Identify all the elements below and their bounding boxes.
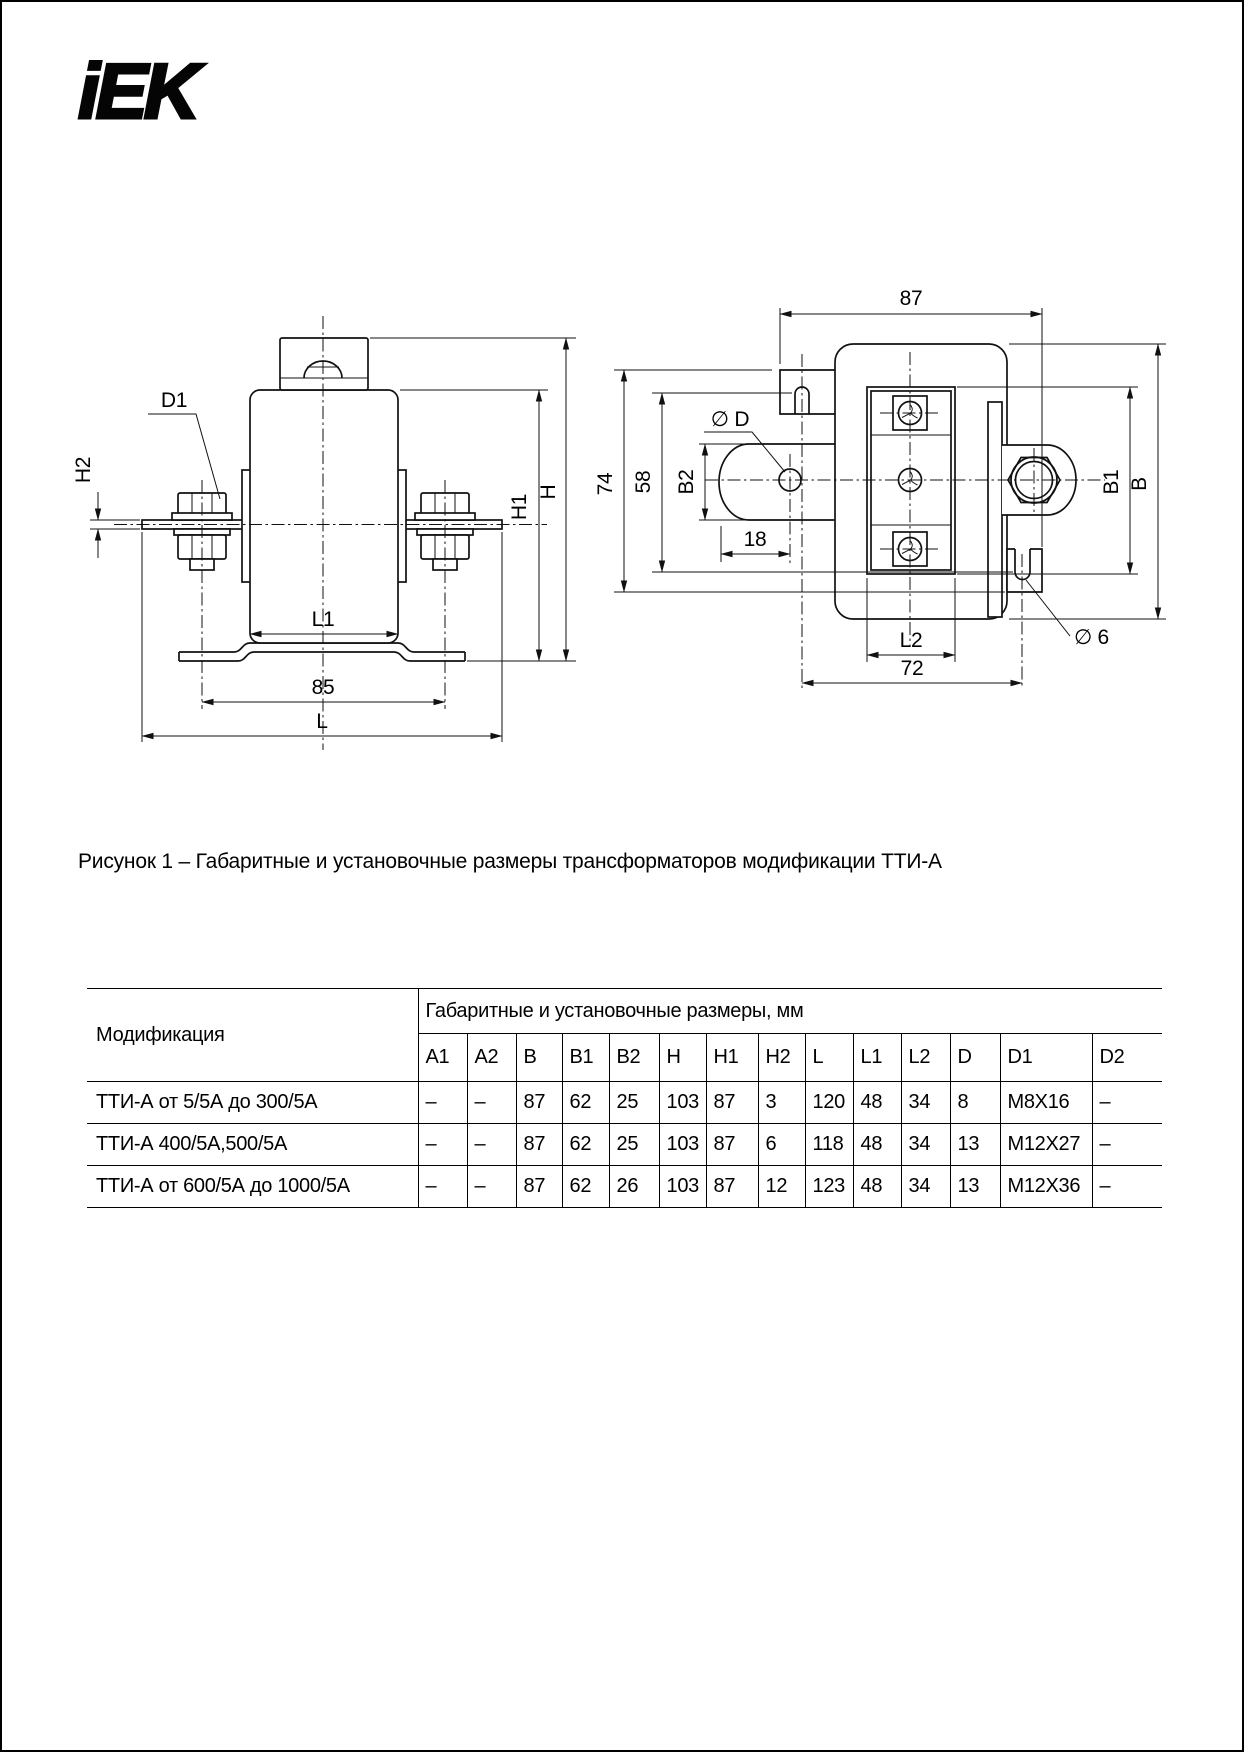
cell: 13 — [950, 1124, 1000, 1166]
cell: 48 — [853, 1166, 901, 1208]
dim-label-h2: H2 — [72, 456, 95, 484]
technical-drawings — [2, 280, 1244, 762]
busbar-side — [719, 444, 835, 520]
col-header-d1: D1 — [1000, 1034, 1092, 1082]
dim-label-72: 72 — [900, 657, 924, 680]
cell: 118 — [805, 1124, 853, 1166]
cell: – — [467, 1124, 516, 1166]
cell: 48 — [853, 1082, 901, 1124]
figure-caption: Рисунок 1 – Габаритные и установочные размеры трансформаторов модификации ТТИ-А — [78, 850, 942, 873]
table-header-dimensions: Габаритные и установочные размеры, мм — [418, 989, 1162, 1034]
cell: 87 — [706, 1124, 758, 1166]
cell: 25 — [609, 1124, 659, 1166]
cell: – — [467, 1166, 516, 1208]
row-name: ТТИ-А от 5/5А до 300/5А — [96, 1091, 318, 1113]
cell: 13 — [950, 1166, 1000, 1208]
cell: 62 — [562, 1166, 609, 1208]
bracket-foot — [1007, 549, 1042, 592]
col-header-a1: A1 — [418, 1034, 467, 1082]
iek-logo-text: iEK — [78, 47, 197, 135]
cell: 34 — [901, 1082, 950, 1124]
cell: 8 — [950, 1082, 1000, 1124]
dim-label-b: B — [1128, 477, 1151, 491]
dim-label-dia-d: ∅ D — [710, 408, 750, 431]
cell: 62 — [562, 1082, 609, 1124]
dim-label-d1: D1 — [160, 389, 188, 412]
table-row — [87, 1124, 1162, 1166]
cell: 87 — [516, 1082, 562, 1124]
transformer-body-front — [250, 390, 398, 643]
col-header-h2: H2 — [758, 1034, 805, 1082]
cell: – — [1092, 1166, 1162, 1208]
dim-label-18: 18 — [743, 528, 767, 551]
dim-label-b1: B1 — [1100, 469, 1123, 495]
dim-label-h1: H1 — [508, 493, 531, 521]
front-view — [72, 316, 576, 750]
table-header-modification: Модификация — [96, 1023, 225, 1046]
col-header-l: L — [805, 1034, 853, 1082]
cell: – — [418, 1082, 467, 1124]
cell: 87 — [516, 1124, 562, 1166]
col-header-b1: B1 — [562, 1034, 609, 1082]
top-terminal-block — [280, 338, 368, 390]
cell: – — [418, 1124, 467, 1166]
dim-label-dia-6: ∅ 6 — [1074, 626, 1109, 649]
col-header-b2: B2 — [609, 1034, 659, 1082]
cell: 87 — [516, 1166, 562, 1208]
col-header-d: D — [950, 1034, 1000, 1082]
cell: M8X16 — [1000, 1082, 1092, 1124]
col-header-l2: L2 — [901, 1034, 950, 1082]
row-name: ТТИ-А от 600/5А до 1000/5А — [96, 1175, 350, 1197]
side-tab-strip — [988, 402, 1002, 617]
cell: 48 — [853, 1124, 901, 1166]
dim-label-74: 74 — [594, 472, 617, 496]
cell: 87 — [706, 1082, 758, 1124]
cell: 103 — [659, 1166, 706, 1208]
dim-label-l2: L2 — [899, 629, 923, 652]
table-row — [87, 1082, 1162, 1124]
cell: 87 — [706, 1166, 758, 1208]
cell: 103 — [659, 1124, 706, 1166]
table-row — [87, 1166, 1162, 1208]
cell: M12X27 — [1000, 1124, 1092, 1166]
col-header-h1: H1 — [706, 1034, 758, 1082]
cell: – — [418, 1166, 467, 1208]
cell: 34 — [901, 1124, 950, 1166]
cell: 3 — [758, 1082, 805, 1124]
cell: 25 — [609, 1082, 659, 1124]
cell: 12 — [758, 1166, 805, 1208]
side-view — [594, 287, 1166, 688]
dim-label-l1: L1 — [311, 608, 335, 631]
dim-label-87: 87 — [899, 287, 923, 310]
cell: 123 — [805, 1166, 853, 1208]
col-header-a2: A2 — [467, 1034, 516, 1082]
col-header-l1: L1 — [853, 1034, 901, 1082]
col-header-d2: D2 — [1092, 1034, 1162, 1082]
cell: 34 — [901, 1166, 950, 1208]
bracket-tab-slot — [780, 370, 835, 414]
dim-label-h: H — [537, 484, 560, 500]
row-name: ТТИ-А 400/5А,500/5А — [96, 1133, 287, 1155]
dimensions-table — [87, 988, 1162, 1208]
col-header-b: B — [516, 1034, 562, 1082]
dim-label-l: L — [316, 710, 328, 733]
cell: 6 — [758, 1124, 805, 1166]
cell: 26 — [609, 1166, 659, 1208]
dim-label-b2: B2 — [675, 469, 698, 495]
dim-label-58: 58 — [632, 470, 655, 494]
cell: M12X36 — [1000, 1166, 1092, 1208]
iek-logo — [70, 46, 250, 136]
mounting-bracket — [179, 643, 465, 661]
cell: – — [467, 1082, 516, 1124]
dim-label-85: 85 — [311, 676, 335, 699]
cell: 103 — [659, 1082, 706, 1124]
cell: – — [1092, 1124, 1162, 1166]
cell: – — [1092, 1082, 1162, 1124]
cell: 62 — [562, 1124, 609, 1166]
cell: 120 — [805, 1082, 853, 1124]
col-header-h: H — [659, 1034, 706, 1082]
